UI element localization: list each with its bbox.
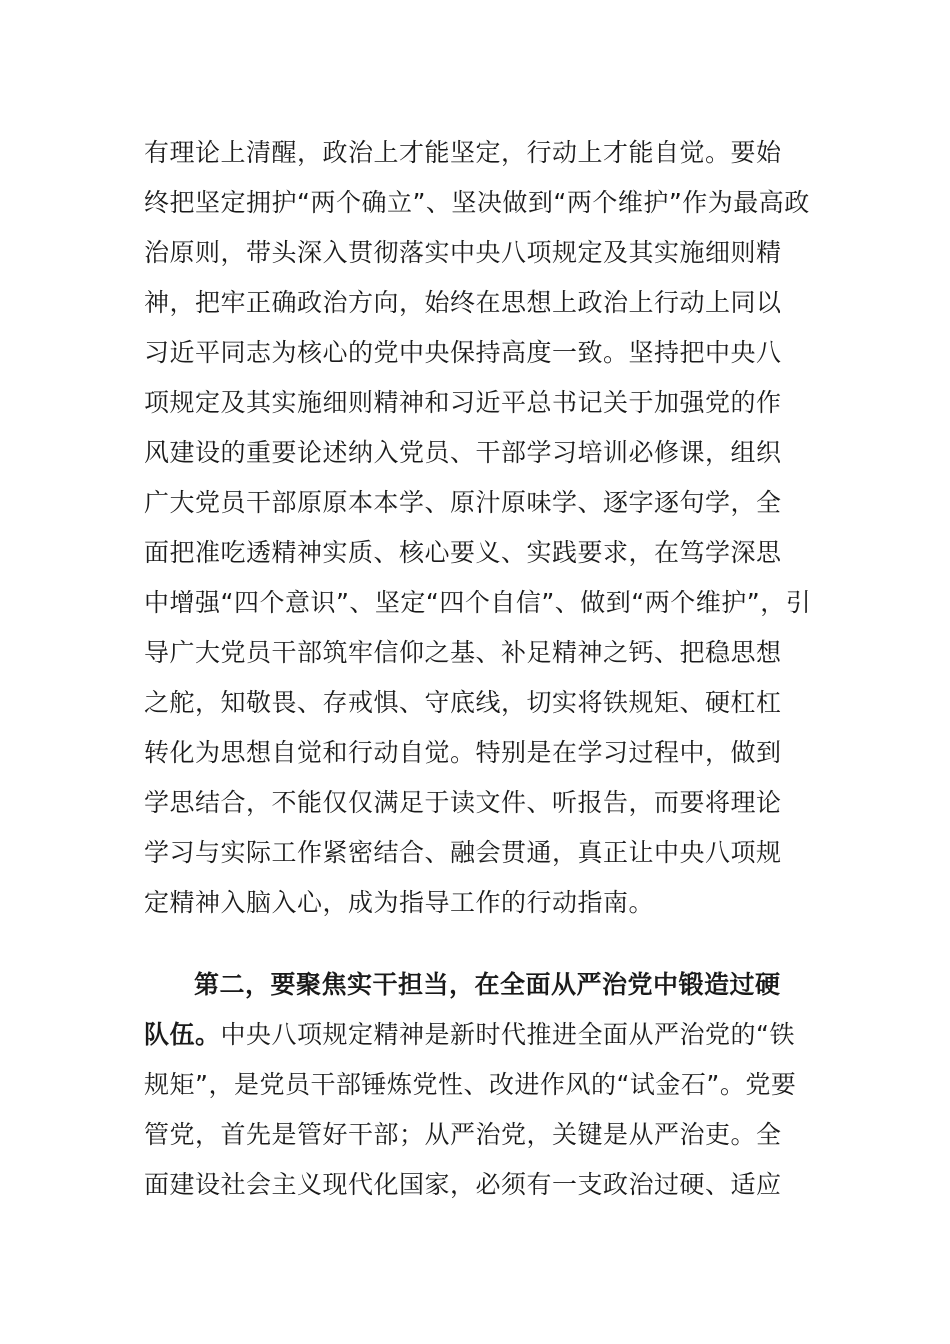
paragraph-1	[144, 128, 824, 928]
paragraph-line: 神，把牢正确政治方向，始终在思想上政治上行动上同以	[144, 288, 782, 317]
paragraph-2	[144, 960, 824, 1210]
paragraph-line: 项规定及其实施细则精神和习近平总书记关于加强党的作	[144, 388, 782, 417]
paragraph-line: 风建设的重要论述纳入党员、干部学习培训必修课，组织	[144, 438, 782, 467]
section-heading-end: 队伍。	[144, 1020, 221, 1049]
paragraph-line: 规矩”，是党员干部锤炼党性、改进作风的“试金石”。党要	[144, 1070, 797, 1099]
paragraph-line: 有理论上清醒，政治上才能坚定，行动上才能自觉。要始	[144, 138, 782, 167]
paragraph-line: 中增强“四个意识”、坚定“四个自信”、做到“两个维护”，引	[144, 588, 812, 617]
paragraph-line: 转化为思想自觉和行动自觉。特别是在学习过程中，做到	[144, 738, 782, 767]
paragraph-line: 面建设社会主义现代化国家，必须有一支政治过硬、适应	[144, 1170, 782, 1199]
paragraph-line: 管党，首先是管好干部；从严治党，关键是从严治吏。全	[144, 1120, 782, 1149]
paragraph-line	[144, 1010, 824, 1060]
paragraph-line: 导广大党员干部筑牢信仰之基、补足精神之钙、把稳思想	[144, 638, 782, 667]
paragraph-line: 之舵，知敬畏、存戒惧、守底线，切实将铁规矩、硬杠杠	[144, 688, 782, 717]
paragraph-line: 广大党员干部原原本本学、原汁原味学、逐字逐句学，全	[144, 488, 782, 517]
paragraph-line: 定精神入脑入心，成为指导工作的行动指南。	[144, 888, 655, 917]
section-heading: 第二，要聚焦实干担当，在全面从严治党中锻造过硬	[194, 970, 781, 999]
paragraph-line: 治原则，带头深入贯彻落实中央八项规定及其实施细则精	[144, 238, 782, 267]
paragraph-line: 习近平同志为核心的党中央保持高度一致。坚持把中央八	[144, 338, 782, 367]
paragraph-line: 终把坚定拥护“两个确立”、坚决做到“两个维护”作为最高政	[144, 188, 810, 217]
paragraph-line: 学思结合，不能仅仅满足于读文件、听报告，而要将理论	[144, 788, 782, 817]
paragraph-line: 面把准吃透精神实质、核心要义、实践要求，在笃学深思	[144, 538, 782, 567]
paragraph-text: 中央八项规定精神是新时代推进全面从严治党的“铁	[220, 1020, 795, 1049]
paragraph-line: 学习与实际工作紧密结合、融会贯通，真正让中央八项规	[144, 838, 782, 867]
